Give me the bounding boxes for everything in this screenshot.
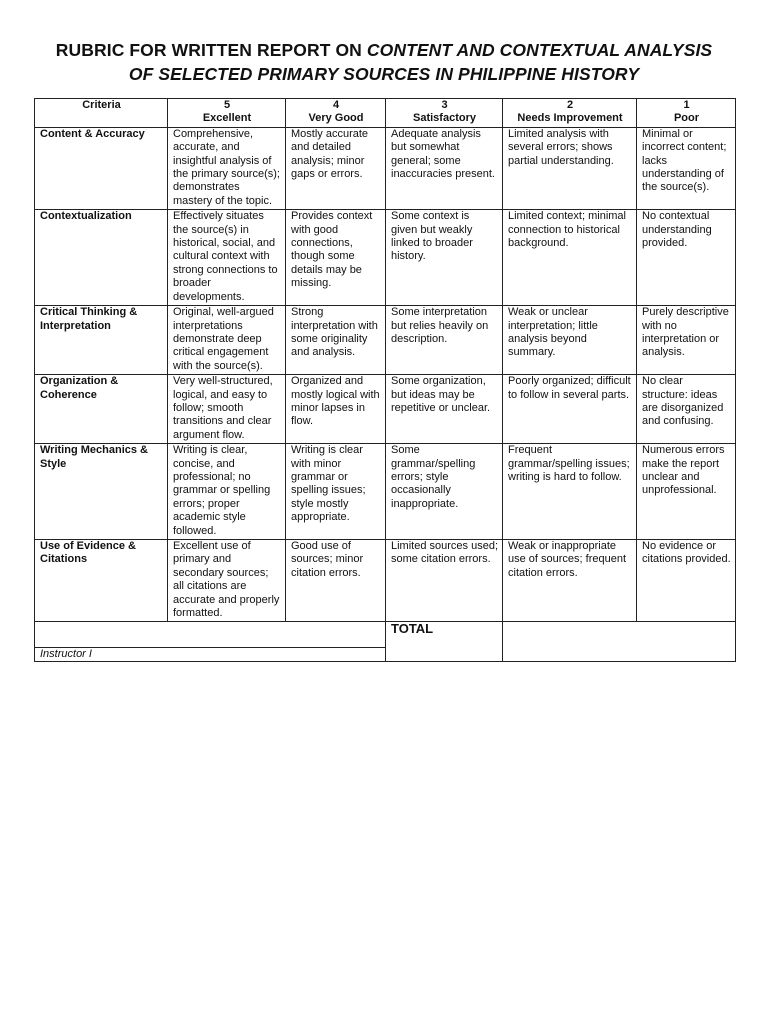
total-value-cell	[503, 622, 736, 662]
table-cell: Excellent use of primary and secondary sources; all citations are accurate and properly formatted.	[168, 540, 286, 622]
table-cell: Good use of sources; minor citation errors.	[286, 540, 386, 622]
table-row	[35, 444, 736, 540]
table-cell: No contextual understanding provided.	[637, 210, 736, 306]
table-cell: Provides context with good connections, though some details may be missing.	[286, 210, 386, 306]
level-label: Very Good	[308, 112, 364, 125]
table-cell: Weak or inappropriate use of sources; frequent citation errors.	[503, 540, 637, 622]
criterion-writing-mechanics: Writing Mechanics & Style	[35, 444, 168, 540]
table-cell: Adequate analysis but somewhat general; some inaccuracies present.	[386, 127, 503, 209]
header-criteria: Criteria	[35, 99, 168, 128]
table-cell: Numerous errors make the report unclear and unprofessional.	[637, 444, 736, 540]
criterion-content-accuracy: Content & Accuracy	[35, 127, 168, 209]
criterion-critical-thinking: Critical Thinking & Interpretation	[35, 306, 168, 375]
header-row	[35, 99, 736, 128]
table-row	[35, 306, 736, 375]
criterion-organization: Organization & Coherence	[35, 375, 168, 444]
table-cell: Writing is clear, concise, and professional; no grammar or spelling errors; proper academic style followed.	[168, 444, 286, 540]
table-cell: Purely descriptive with no interpretation or analysis.	[637, 306, 736, 375]
level-label: Poor	[673, 112, 700, 125]
table-cell: Poorly organized; difficult to follow in several parts.	[503, 375, 637, 444]
table-cell: Some organization, but ideas may be repetitive or unclear.	[386, 375, 503, 444]
table-cell: Limited analysis with several errors; shows partial understanding.	[503, 127, 637, 209]
level-label: Needs Improvement	[517, 112, 623, 125]
title-plain: RUBRIC FOR WRITTEN REPORT ON	[55, 40, 367, 60]
page-title	[0, 38, 768, 86]
table-cell: Original, well-argued interpretations demonstrate deep critical engagement with the source(s).	[168, 306, 286, 375]
table-cell: Limited sources used; some citation errors.	[386, 540, 503, 622]
title-italic-1: CONTENT AND CONTEXTUAL ANALYSIS	[366, 40, 713, 60]
header-level-4	[286, 99, 386, 128]
level-score: 4	[332, 99, 340, 111]
table-cell: Mostly accurate and detailed analysis; minor gaps or errors.	[286, 127, 386, 209]
signature-line	[35, 622, 386, 648]
table-cell: Limited context; minimal connection to historical background.	[503, 210, 637, 306]
header-level-1	[637, 99, 736, 128]
criterion-evidence-citations: Use of Evidence & Citations	[35, 540, 168, 622]
table-cell: Effectively situates the source(s) in historical, social, and cultural context with strong connections to broader developments.	[168, 210, 286, 306]
table-row	[35, 375, 736, 444]
level-score: 2	[566, 99, 574, 111]
header-level-2	[503, 99, 637, 128]
instructor-label: Instructor I	[35, 648, 386, 662]
table-cell: Some interpretation but relies heavily on description.	[386, 306, 503, 375]
table-row	[35, 210, 736, 306]
table-cell: Minimal or incorrect content; lacks understanding of the source(s).	[637, 127, 736, 209]
title-line-2: OF SELECTED PRIMARY SOURCES IN PHILIPPINE HISTORY	[128, 64, 640, 84]
title-line-1	[0, 38, 768, 62]
table-cell: Comprehensive, accurate, and insightful analysis of the primary source(s); demonstrates mastery of the topic.	[168, 127, 286, 209]
table-cell: Some grammar/spelling errors; style occasionally inappropriate.	[386, 444, 503, 540]
criterion-contextualization: Contextualization	[35, 210, 168, 306]
level-score: 5	[223, 99, 231, 111]
table-row	[35, 127, 736, 209]
total-label: TOTAL	[386, 622, 503, 662]
header-level-3	[386, 99, 503, 128]
footer-row	[35, 622, 736, 648]
table-cell: Writing is clear with minor grammar or spelling issues; style mostly appropriate.	[286, 444, 386, 540]
table-row	[35, 540, 736, 622]
table-cell: Organized and mostly logical with minor lapses in flow.	[286, 375, 386, 444]
table-cell: Strong interpretation with some originality and analysis.	[286, 306, 386, 375]
rubric-table	[34, 98, 736, 662]
table-cell: Very well-structured, logical, and easy to follow; smooth transitions and clear argument flow.	[168, 375, 286, 444]
level-score: 3	[441, 99, 448, 111]
header-level-5	[168, 99, 286, 128]
table-cell: No clear structure: ideas are disorganized and confusing.	[637, 375, 736, 444]
table-cell: Frequent grammar/spelling issues; writing is hard to follow.	[503, 444, 637, 540]
level-label: Satisfactory	[413, 112, 476, 125]
table-cell: No evidence or citations provided.	[637, 540, 736, 622]
table-cell: Some context is given but weakly linked to broader history.	[386, 210, 503, 306]
level-label: Excellent	[202, 112, 252, 125]
table-cell: Weak or unclear interpretation; little analysis beyond summary.	[503, 306, 637, 375]
level-score: 1	[683, 99, 690, 111]
